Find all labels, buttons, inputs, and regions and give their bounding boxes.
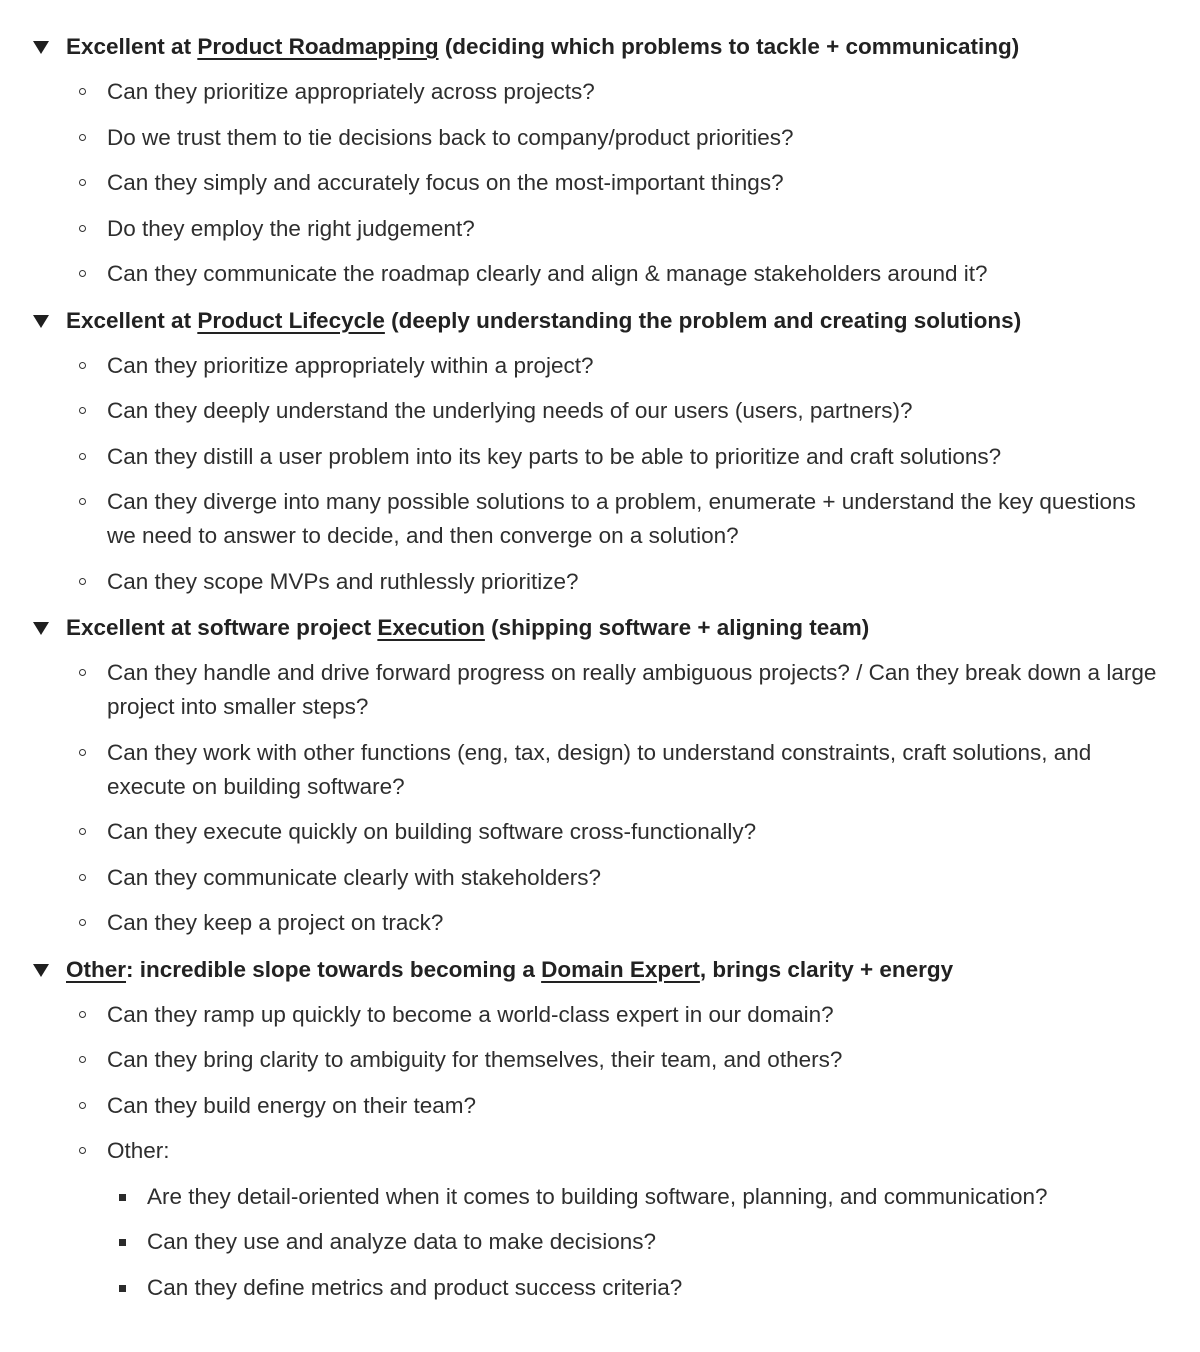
list-item-text: Can they ramp up quickly to become a world-class expert in our domain? bbox=[107, 1001, 834, 1027]
square-bullet-icon bbox=[119, 1239, 126, 1246]
list-item bbox=[0, 815, 1200, 849]
heading-suffix: , brings clarity + energy bbox=[699, 956, 954, 982]
list-item-text: Can they bring clarity to ambiguity for themselves, their team, and others? bbox=[107, 1047, 843, 1072]
toggle-section-roadmapping bbox=[0, 29, 1200, 291]
toggle-heading-roadmapping[interactable] bbox=[0, 29, 1200, 65]
nested-list-item-text: Are they detail-oriented when it comes to building software, planning, and communication? bbox=[147, 1183, 1048, 1209]
list-item bbox=[0, 861, 1200, 895]
hollow-bullet-icon bbox=[79, 828, 86, 835]
hollow-bullet-icon bbox=[79, 919, 86, 926]
list-item bbox=[0, 906, 1200, 940]
list-item-text: Can they scope MVPs and ruthlessly prioritize? bbox=[107, 568, 579, 594]
heading-suffix: (deciding which problems to tackle + communicating) bbox=[438, 34, 1020, 59]
toggle-heading-execution[interactable] bbox=[0, 610, 1200, 646]
nested-list-item-text: Can they define metrics and product success criteria? bbox=[147, 1274, 683, 1300]
toggle-heading-other[interactable] bbox=[0, 952, 1200, 988]
nested-list-item-text: Can they use and analyze data to make decisions? bbox=[147, 1229, 657, 1254]
list-item-text: Can they communicate the roadmap clearly and align & manage stakeholders around it? bbox=[107, 261, 988, 286]
list-item bbox=[0, 485, 1200, 553]
square-bullet-icon bbox=[119, 1194, 126, 1201]
square-bullet-icon bbox=[119, 1285, 126, 1292]
list-item-text: Other: bbox=[107, 1138, 170, 1163]
hollow-bullet-icon bbox=[79, 1056, 86, 1063]
list-item-text: Can they execute quickly on building software cross-functionally? bbox=[107, 819, 757, 844]
roadmapping-list bbox=[0, 75, 1200, 291]
list-item bbox=[0, 1043, 1200, 1077]
list-item-text: Can they communicate clearly with stakeholders? bbox=[107, 864, 601, 890]
heading-prefix: Excellent at software project bbox=[66, 615, 378, 640]
toggle-heading-lifecycle[interactable] bbox=[0, 303, 1200, 339]
heading-prefix: Excellent at bbox=[66, 307, 198, 333]
list-item-text: Can they handle and drive forward progress on really ambiguous projects? / Can they break down a large project into smaller steps? bbox=[107, 660, 1157, 719]
hollow-bullet-icon bbox=[79, 1147, 86, 1154]
hollow-bullet-icon bbox=[79, 88, 86, 95]
hollow-bullet-icon bbox=[79, 453, 86, 460]
nested-list-item bbox=[0, 1271, 1200, 1305]
other-link[interactable]: Other bbox=[66, 956, 127, 982]
hollow-bullet-icon bbox=[79, 669, 86, 676]
list-item bbox=[0, 212, 1200, 246]
list-item bbox=[0, 998, 1200, 1032]
list-item-text: Can they distill a user problem into its key parts to be able to prioritize and craft solutions? bbox=[107, 443, 1002, 469]
list-item-text: Can they simply and accurately focus on the most-important things? bbox=[107, 170, 784, 195]
heading-suffix: (shipping software + aligning team) bbox=[484, 615, 870, 640]
other-nested-list bbox=[0, 1180, 1200, 1305]
toggle-triangle-icon[interactable] bbox=[33, 315, 49, 328]
hollow-bullet-icon bbox=[79, 179, 86, 186]
toggle-section-other bbox=[0, 952, 1200, 1305]
hollow-bullet-icon bbox=[79, 1102, 86, 1109]
lifecycle-list bbox=[0, 349, 1200, 599]
hollow-bullet-icon bbox=[79, 749, 86, 756]
hollow-bullet-icon bbox=[79, 1011, 86, 1018]
nested-list-item bbox=[0, 1180, 1200, 1214]
list-item bbox=[0, 75, 1200, 109]
execution-list bbox=[0, 656, 1200, 940]
heading-prefix: Excellent at bbox=[66, 34, 198, 59]
list-item bbox=[0, 656, 1200, 724]
list-item-text: Can they diverge into many possible solutions to a problem, enumerate + understand the key questions we need to answer to decide, and then converge on a solution? bbox=[107, 489, 1136, 548]
execution-link[interactable]: Execution bbox=[377, 615, 485, 640]
heading-middle: : incredible slope towards becoming a bbox=[126, 956, 542, 982]
list-item bbox=[0, 440, 1200, 474]
list-item bbox=[0, 349, 1200, 383]
toggle-triangle-icon[interactable] bbox=[33, 622, 49, 635]
list-item bbox=[0, 121, 1200, 155]
list-item-text: Can they build energy on their team? bbox=[107, 1092, 476, 1118]
product-roadmapping-link[interactable]: Product Roadmapping bbox=[197, 34, 439, 59]
list-item bbox=[0, 257, 1200, 291]
hollow-bullet-icon bbox=[79, 362, 86, 369]
list-item-text: Can they deeply understand the underlying needs of our users (users, partners)? bbox=[107, 398, 913, 423]
heading-suffix: (deeply understanding the problem and creating solutions) bbox=[384, 307, 1022, 333]
list-item bbox=[0, 1089, 1200, 1123]
product-lifecycle-link[interactable]: Product Lifecycle bbox=[197, 307, 385, 333]
toggle-section-execution bbox=[0, 610, 1200, 940]
hollow-bullet-icon bbox=[79, 498, 86, 505]
list-item-text: Do we trust them to tie decisions back to company/product priorities? bbox=[107, 124, 794, 150]
toggle-triangle-icon[interactable] bbox=[33, 41, 49, 54]
other-list bbox=[0, 998, 1200, 1169]
hollow-bullet-icon bbox=[79, 874, 86, 881]
list-item bbox=[0, 736, 1200, 804]
toggle-triangle-icon[interactable] bbox=[33, 964, 49, 977]
list-item-text: Can they prioritize appropriately within a project? bbox=[107, 352, 594, 378]
domain-expert-link[interactable]: Domain Expert bbox=[541, 956, 700, 982]
list-item bbox=[0, 394, 1200, 428]
list-item-nested-parent bbox=[0, 1134, 1200, 1168]
list-item bbox=[0, 166, 1200, 200]
list-item-text: Can they work with other functions (eng, tax, design) to understand constraints, craft solutions, and execute on building software? bbox=[107, 739, 1092, 799]
hollow-bullet-icon bbox=[79, 578, 86, 585]
hollow-bullet-icon bbox=[79, 225, 86, 232]
nested-list-item bbox=[0, 1225, 1200, 1259]
list-item-text: Can they prioritize appropriately across projects? bbox=[107, 79, 595, 104]
list-item bbox=[0, 565, 1200, 599]
hollow-bullet-icon bbox=[79, 134, 86, 141]
list-item-text: Do they employ the right judgement? bbox=[107, 215, 475, 241]
list-item-text: Can they keep a project on track? bbox=[107, 910, 444, 935]
toggle-section-lifecycle bbox=[0, 303, 1200, 599]
hollow-bullet-icon bbox=[79, 270, 86, 277]
hollow-bullet-icon bbox=[79, 407, 86, 414]
